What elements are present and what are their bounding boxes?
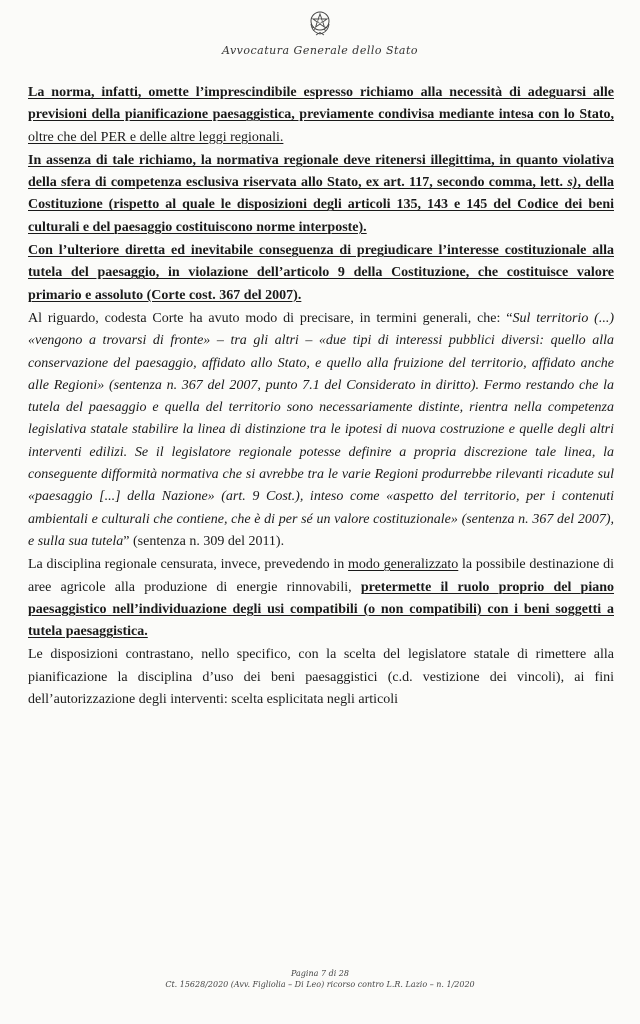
page-footer xyxy=(0,968,640,990)
italian-republic-emblem-icon xyxy=(307,8,333,38)
paragraph xyxy=(28,150,614,239)
text-segment: modo generalizzato xyxy=(348,557,459,573)
paragraph xyxy=(28,308,614,553)
text-segment: la possibile destinazione di aree agricole alla produzione di energie rinnovabili, xyxy=(28,557,614,595)
text-segment: Con l’ulteriore diretta ed inevitabile conseguenza di pregiudicare l’interesse costituzionale alla tutela del paesaggio, in violazione dell’articolo 9 della Costituzione, che costituisce valore primario e assoluto (Corte cost. 367 del 2007). xyxy=(28,243,614,303)
text-segment: La norma, infatti, omette l’imprescindibile espresso richiamo alla necessità di adeguarsi alle previsioni della pianificazione paesaggistica, previamente condivisa mediante intesa con lo Stato, xyxy=(28,85,614,123)
paragraph xyxy=(28,82,614,149)
page-header xyxy=(0,8,640,57)
text-segment: Sul territorio (...) «vengono a trovarsi di fronte» – tra gli altri – «due tipi di interessi pubblici diversi: quello alla conservazione del paesaggio, affidato allo Stato, e quello alla fruizione del territorio, affidato anche alle Regioni» (sentenza n. 367 del 2007, punto 7.1 del Considerato in diritto). Fermo restando che la tutela del paesaggio e quella del territorio sono necessariamente distinte, rientra nella competenza legislativa statale stabilire la linea di distinzione tra le ipotesi di nuova costruzione e quelle degli altri interventi edilizi. Se il legislatore regionale potesse definire a propria discrezione tale linea, la conseguente difformità normativa che si avrebbe tra le varie Regioni produrrebbe rilevanti ricadute sul «paesaggio [...] della Nazione» (art. 9 Cost.), inteso come «aspetto del territorio, per i contenuti ambientali e culturali che contiene, che è di per sé un valore costituzionale» (sentenza n. 367 del 2007), e sulla sua tutela xyxy=(28,310,614,549)
text-segment: In assenza di tale richiamo, la normativa regionale deve ritenersi illegittima, in quanto violativa della sfera di competenza esclusiva riservata allo Stato, ex art. 117, secondo comma, lett. xyxy=(28,152,614,191)
document-body xyxy=(28,82,614,711)
page-number: Pagina 7 di 28 xyxy=(291,969,349,978)
text-segment: s) xyxy=(567,175,578,191)
paragraph xyxy=(28,240,614,307)
text-segment: pretermette il ruolo proprio del piano paesaggistico nell’individuazione degli usi compatibili (o non compatibili) con i beni soggetti a tutela paesaggistica. xyxy=(28,579,615,640)
header-title: Avvocatura Generale dello Stato xyxy=(221,44,419,57)
paragraph xyxy=(28,554,614,643)
case-reference: Ct. 15628/2020 (Avv. Figliolia – Di Leo) ricorso contro L.R. Lazio – n. 1/2020 xyxy=(165,980,475,989)
text-segment: Al riguardo, codesta Corte ha avuto modo di precisare, in termini generali, che: “ xyxy=(28,310,513,326)
text-segment: oltre che del PER e delle altre leggi regionali. xyxy=(28,129,284,145)
text-segment: ” (sentenza n. 309 del 2011). xyxy=(123,533,285,549)
text-segment: , della Costituzione (rispetto al quale le disposizioni degli articoli 135, 143 e 145 del Codice dei beni culturali e del paesaggio costituiscono norme interposte). xyxy=(28,175,614,235)
text-segment: La disciplina regionale censurata, invece, prevedendo in xyxy=(28,557,349,573)
text-segment: Le disposizioni contrastano, nello specifico, con la scelta del legislatore statale di rimettere alla pianificazione la disciplina d’uso dei beni paesaggistici (c.d. vestizione dei vincoli), ai fini dell’autorizzazione degli interventi: scelta esplicitata negli articoli xyxy=(28,647,614,708)
paragraph xyxy=(28,644,614,711)
